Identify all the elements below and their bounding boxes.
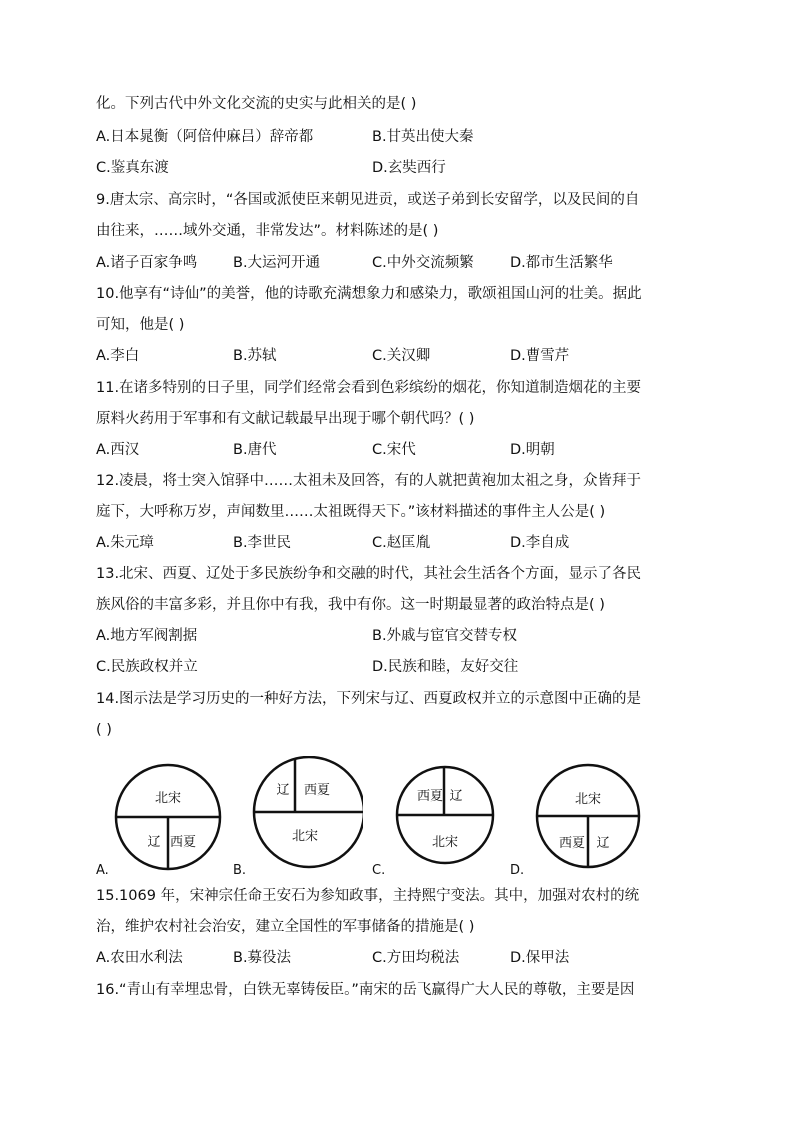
diagram-d-label-top: 北宋 [574,792,602,807]
q15-option-b: B.募役法 [233,950,292,966]
q15-option-c: C.方田均税法 [372,950,460,966]
q9-option-d: D.都市生活繁华 [510,255,613,271]
q13-stem-line1: 13.北宋、西夏、辽处于多民族纷争和交融的时代，其社会生活各个方面，显示了各民 [96,566,642,582]
q15-stem-line1: 15.1069 年，宋神宗任命王安石为参知政事，主持熙宁变法。其中，加强对农村的统 [96,888,640,904]
q11-option-d: D.明朝 [510,442,555,458]
diagram-b-label-top-right: 西夏 [303,783,331,798]
diagram-a-label-bottom-right: 西夏 [169,835,197,850]
q13-option-d: D.民族和睦，友好交往 [372,659,519,675]
q11-option-a: A.西汉 [96,442,140,458]
q9-option-c: C.中外交流频繁 [372,255,474,271]
diagram-a-label-top: 北宋 [154,791,182,806]
diagram-b-letter: B. [233,863,247,877]
q15-option-a: A.农田水利法 [96,950,183,966]
q11-option-c: C.宋代 [372,442,416,458]
q8-option-c: C.鉴真东渡 [96,160,169,176]
q14-stem-line2: ( ) [96,722,112,738]
q12-stem-line2: 庭下，大呼称万岁，声闻数里……太祖既得天下。”该材料描述的事件主人公是( ) [96,504,606,520]
q8-stem-tail: 化。下列古代中外文化交流的史实与此相关的是( ) [96,96,417,112]
q12-option-c: C.赵匡胤 [372,535,431,551]
q10-option-c: C.关汉卿 [372,348,431,364]
q12-option-b: B.李世民 [233,535,292,551]
q9-option-a: A.诸子百家争鸣 [96,255,198,271]
diagram-c-label-top-left: 西夏 [416,789,444,804]
diagram-d-letter: D. [510,863,525,877]
diagram-c-letter: C. [372,863,386,877]
diagram-a-letter: A. [96,863,109,877]
q10-stem-line1: 10.他享有“诗仙”的美誉，他的诗歌充满想象力和感染力，歌颂祖国山河的壮美。据此 [96,286,642,302]
q9-stem-line2: 由往来，……域外交通，非常发达”。材料陈述的是( ) [96,223,439,239]
q16-stem-line1: 16.“青山有幸埋忠骨，白铁无辜铸佞臣。”南宋的岳飞赢得广大人民的尊敬，主要是因 [96,982,635,998]
q8-option-a: A.日本晁衡（阿倍仲麻吕）辞帝都 [96,129,314,145]
q12-option-a: A.朱元璋 [96,535,154,551]
q10-option-d: D.曹雪芹 [510,348,570,364]
q10-option-b: B.苏轼 [233,348,277,364]
diagram-c-label-top-right: 辽 [449,789,463,804]
q15-option-d: D.保甲法 [510,950,570,966]
q14-stem-line1: 14.图示法是学习历史的一种好方法，下列宋与辽、西夏政权并立的示意图中正确的是 [96,691,642,707]
q10-option-a: A.李白 [96,348,140,364]
q8-option-b: B.甘英出使大秦 [372,129,474,145]
q14-diagram-b [233,756,363,881]
q12-stem-line1: 12.凌晨，将士突入馆驿中……太祖未及回答，有的人就把黄袍加太祖之身，众皆拜于 [96,473,642,489]
diagram-c-label-bottom: 北宋 [431,835,459,850]
q14-diagram-d [510,762,645,881]
q11-stem-line1: 11.在诸多特别的日子里，同学们经常会看到色彩缤纷的烟花，你知道制造烟花的主要 [96,380,642,396]
q14-diagram-c [372,762,502,881]
q11-option-b: B.唐代 [233,442,277,458]
q13-option-c: C.民族政权并立 [96,659,198,675]
q9-stem-line1: 9.唐太宗、高宗时，“各国或派使臣来朝见进贡，或送子弟到长安留学，以及民间的自 [96,192,640,208]
q13-option-b: B.外戚与宦官交替专权 [372,628,518,644]
q10-stem-line2: 可知，他是( ) [96,317,185,333]
q11-stem-line2: 原料火药用于军事和有文献记载最早出现于哪个朝代吗？( ) [96,411,475,427]
q9-option-b: B.大运河开通 [233,255,321,271]
diagram-a-label-bottom-left: 辽 [147,835,161,850]
diagram-b-label-top-left: 辽 [276,783,290,798]
diagram-d-label-bottom-left: 西夏 [558,836,586,851]
diagram-d-label-bottom-right: 辽 [596,836,610,851]
q13-stem-line2: 族风俗的丰富多彩，并且你中有我，我中有你。这一时期最显著的政治特点是( ) [96,597,605,613]
q12-option-d: D.李自成 [510,535,570,551]
q14-diagram-a [96,762,226,881]
q8-option-d: D.玄奘西行 [372,160,446,176]
diagram-b-label-bottom: 北宋 [291,829,319,844]
q15-stem-line2: 治，维护农村社会治安，建立全国性的军事储备的措施是( ) [96,919,475,935]
q13-option-a: A.地方军阀割据 [96,628,198,644]
